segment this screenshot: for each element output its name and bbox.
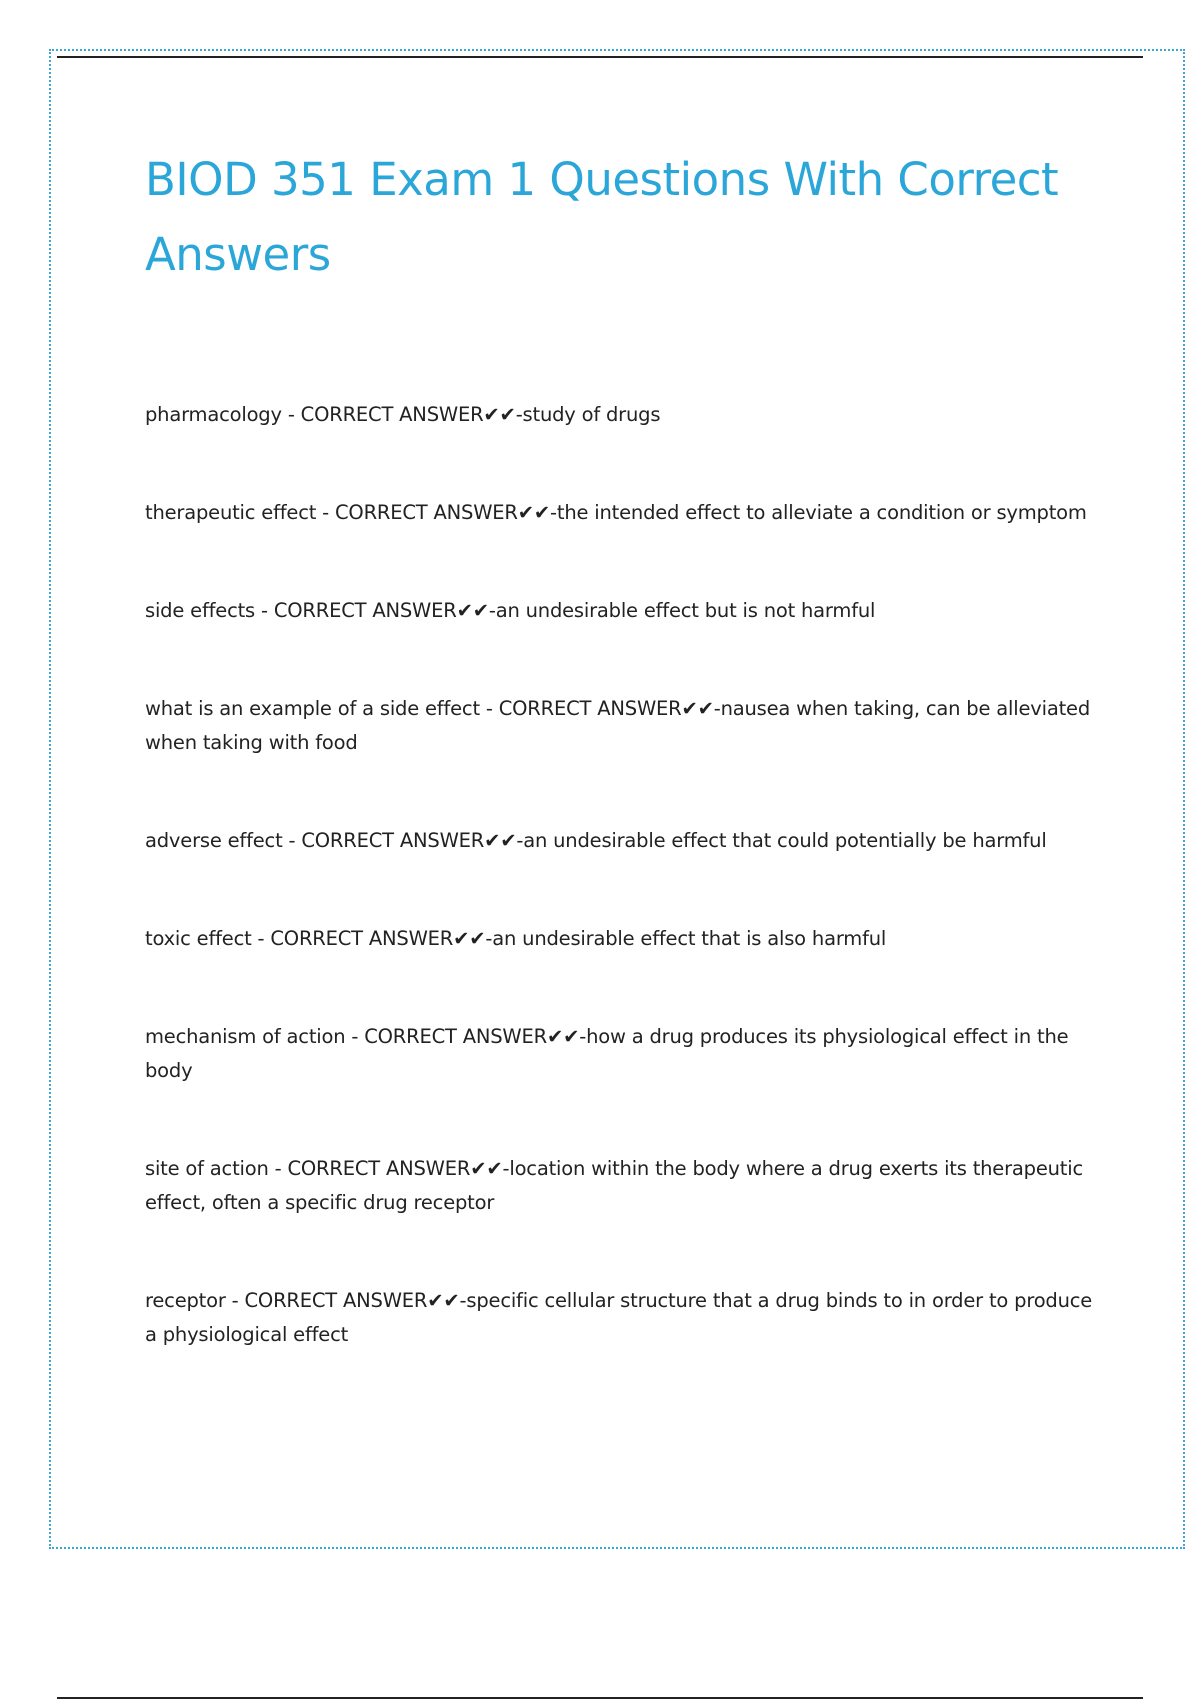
document-title: BIOD 351 Exam 1 Questions With Correct Answers (145, 153, 1059, 281)
top-divider (57, 56, 1143, 58)
qa-item-side-effects: side effects - CORRECT ANSWER✔✔-an undesirable effect but is not harmful (145, 599, 876, 622)
bottom-divider (57, 1697, 1143, 1699)
qa-item-toxic-effect: toxic effect - CORRECT ANSWER✔✔-an undesirable effect that is also harmful (145, 927, 887, 950)
qa-item-receptor: receptor - CORRECT ANSWER✔✔-specific cellular structure that a drug binds to in order to produce a physiological effect (145, 1289, 1093, 1346)
qa-item-site-of-action: site of action - CORRECT ANSWER✔✔-location within the body where a drug exerts its therapeutic effect, often a specific drug receptor (145, 1157, 1083, 1214)
qa-item-side-effect-example: what is an example of a side effect - CORRECT ANSWER✔✔-nausea when taking, can be alleviated when taking with food (145, 697, 1090, 754)
qa-item-mechanism-of-action: mechanism of action - CORRECT ANSWER✔✔-how a drug produces its physiological effect in the body (145, 1025, 1069, 1082)
qa-item-therapeutic-effect: therapeutic effect - CORRECT ANSWER✔✔-the intended effect to alleviate a condition or symptom (145, 501, 1087, 524)
qa-list (145, 398, 1095, 1416)
qa-item-adverse-effect: adverse effect - CORRECT ANSWER✔✔-an undesirable effect that could potentially be harmful (145, 829, 1047, 852)
qa-item-pharmacology: pharmacology - CORRECT ANSWER✔✔-study of drugs (145, 403, 661, 426)
